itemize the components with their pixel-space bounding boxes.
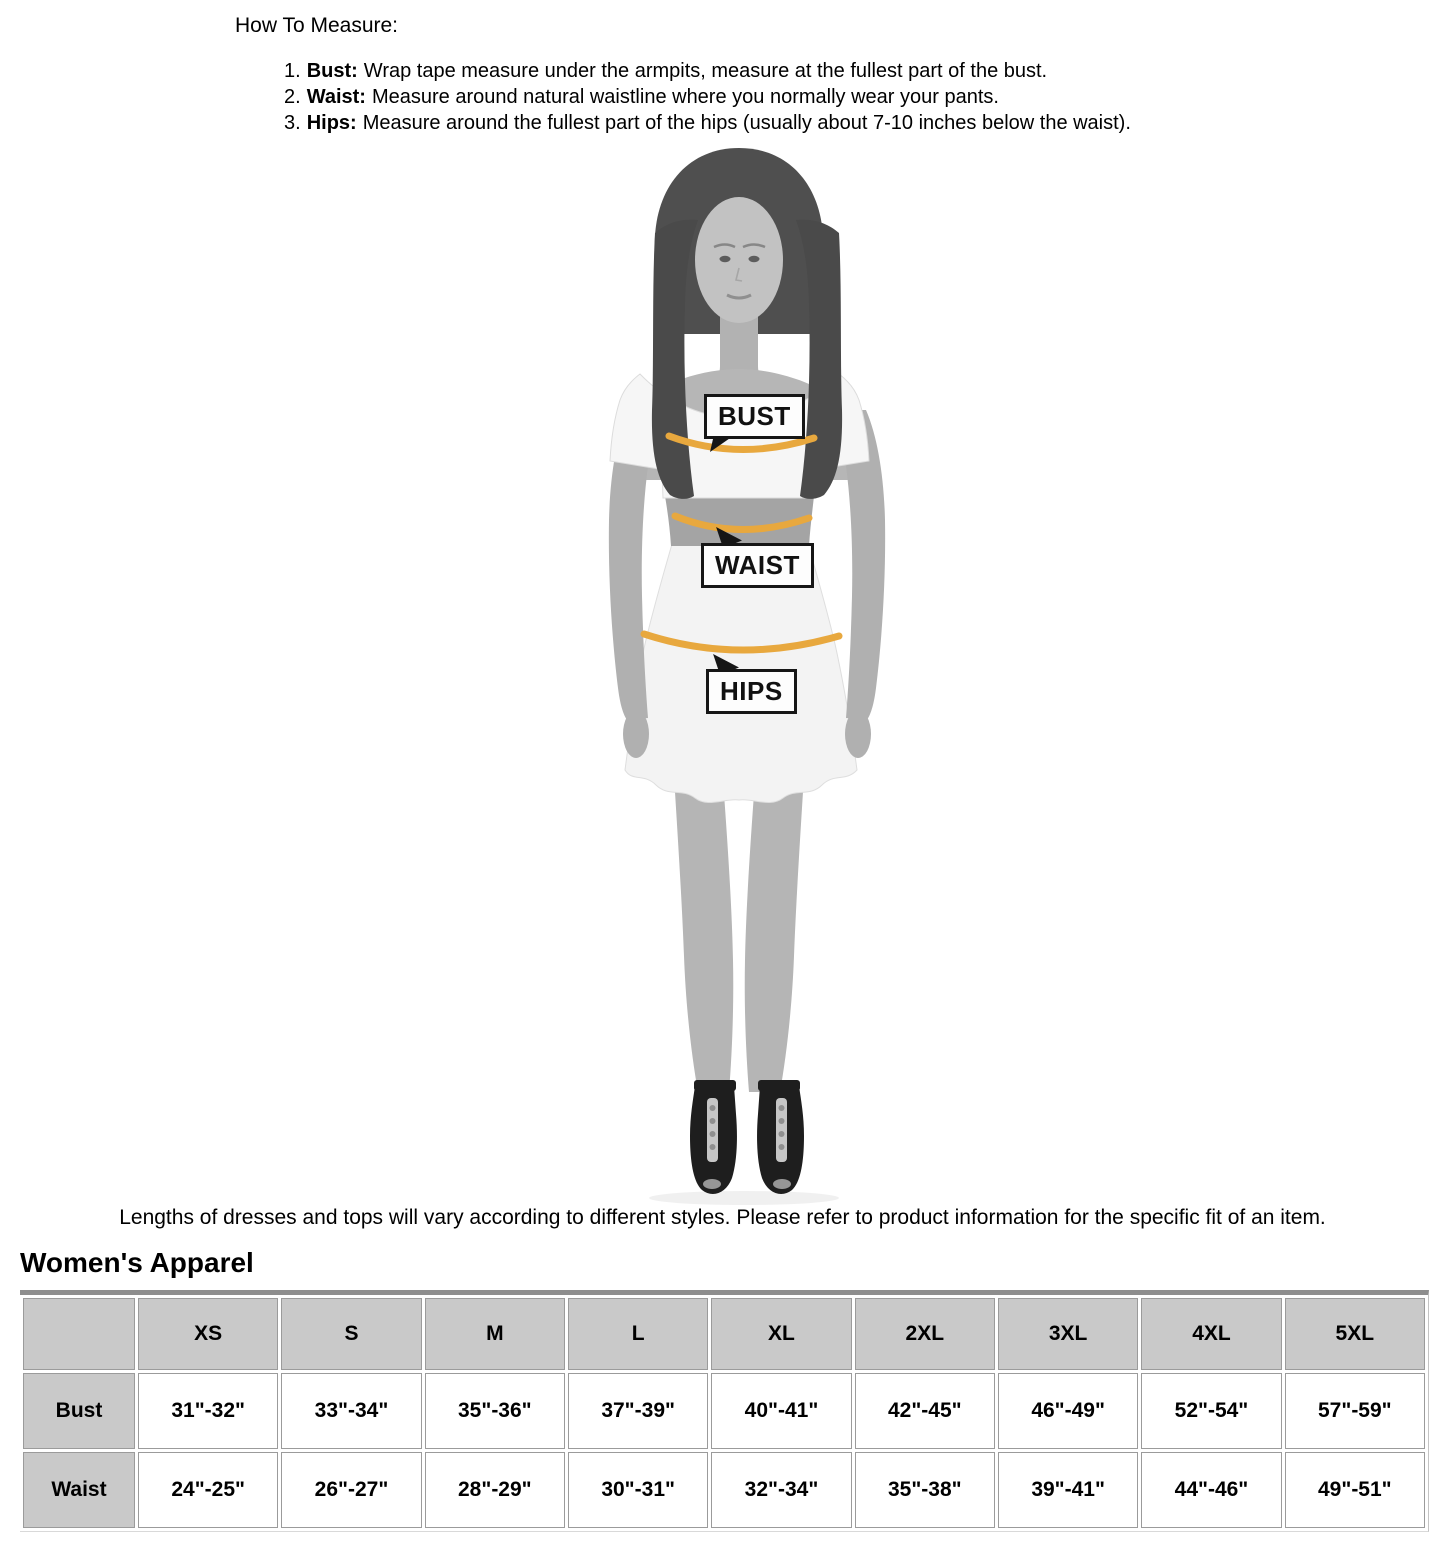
step-label: Bust: xyxy=(306,60,358,82)
waist-m: 28"-29" xyxy=(425,1452,565,1528)
size-header-4xl: 4XL xyxy=(1141,1298,1281,1370)
size-header-5xl: 5XL xyxy=(1285,1298,1425,1370)
size-header-m: M xyxy=(425,1298,565,1370)
left-leg xyxy=(674,776,733,1092)
size-chart-table xyxy=(20,1295,1428,1531)
bust-m: 35"-36" xyxy=(425,1373,565,1449)
measure-step-hips xyxy=(284,110,1131,136)
bust-4xl: 52"-54" xyxy=(1141,1373,1281,1449)
size-header-3xl: 3XL xyxy=(998,1298,1138,1370)
waist-callout-label: WAIST xyxy=(701,543,814,588)
size-header-l: L xyxy=(568,1298,708,1370)
table-row-bust xyxy=(23,1373,1425,1449)
hips-callout-label: HIPS xyxy=(706,669,797,714)
measure-step-waist xyxy=(284,84,1131,110)
step-label: Waist: xyxy=(306,86,366,108)
bust-xs: 31"-32" xyxy=(138,1373,278,1449)
table-row-waist xyxy=(23,1452,1425,1528)
fit-note: Lengths of dresses and tops will vary according to different styles. Please refer to product information for the specific fit of an item. xyxy=(119,1206,1326,1229)
right-leg xyxy=(745,776,804,1092)
measure-step-bust xyxy=(284,58,1131,84)
bust-3xl: 46"-49" xyxy=(998,1373,1138,1449)
right-eye xyxy=(749,256,760,262)
size-header-xl: XL xyxy=(711,1298,851,1370)
size-chart xyxy=(20,1290,1429,1532)
waist-2xl: 35"-38" xyxy=(855,1452,995,1528)
bust-callout-label: BUST xyxy=(704,394,805,439)
waist-5xl: 49"-51" xyxy=(1285,1452,1425,1528)
left-eye xyxy=(720,256,731,262)
measure-steps-list xyxy=(284,58,1131,136)
size-header-2xl: 2XL xyxy=(855,1298,995,1370)
size-header-row xyxy=(23,1298,1425,1370)
size-header-xs: XS xyxy=(138,1298,278,1370)
bust-xl: 40"-41" xyxy=(711,1373,851,1449)
right-hand xyxy=(845,710,871,758)
waist-xs: 24"-25" xyxy=(138,1452,278,1528)
right-shoe-toe xyxy=(773,1179,791,1189)
model-photo xyxy=(562,148,932,1208)
bust-l: 37"-39" xyxy=(568,1373,708,1449)
waist-xl: 32"-34" xyxy=(711,1452,851,1528)
step-number: 1. xyxy=(284,60,301,82)
step-number: 3. xyxy=(284,112,301,134)
size-header-blank xyxy=(23,1298,135,1370)
waist-3xl: 39"-41" xyxy=(998,1452,1138,1528)
bust-s: 33"-34" xyxy=(281,1373,421,1449)
bust-5xl: 57"-59" xyxy=(1285,1373,1425,1449)
row-label-bust: Bust xyxy=(23,1373,135,1449)
waist-l: 30"-31" xyxy=(568,1452,708,1528)
waist-s: 26"-27" xyxy=(281,1452,421,1528)
step-label: Hips: xyxy=(306,112,357,134)
bust-2xl: 42"-45" xyxy=(855,1373,995,1449)
floor-shadow xyxy=(649,1191,839,1205)
step-text: Measure around natural waistline where you normally wear your pants. xyxy=(371,86,999,108)
left-hand xyxy=(623,710,649,758)
step-text: Measure around the fullest part of the hips (usually about 7-10 inches below the waist). xyxy=(362,112,1131,134)
waist-4xl: 44"-46" xyxy=(1141,1452,1281,1528)
left-shoe-toe xyxy=(703,1179,721,1189)
size-header-s: S xyxy=(281,1298,421,1370)
size-chart-title: Women's Apparel xyxy=(20,1247,254,1278)
step-number: 2. xyxy=(284,86,301,108)
step-text: Wrap tape measure under the armpits, measure at the fullest part of the bust. xyxy=(363,60,1048,82)
face xyxy=(695,197,783,323)
row-label-waist: Waist xyxy=(23,1452,135,1528)
how-to-measure-title: How To Measure: xyxy=(235,14,399,37)
